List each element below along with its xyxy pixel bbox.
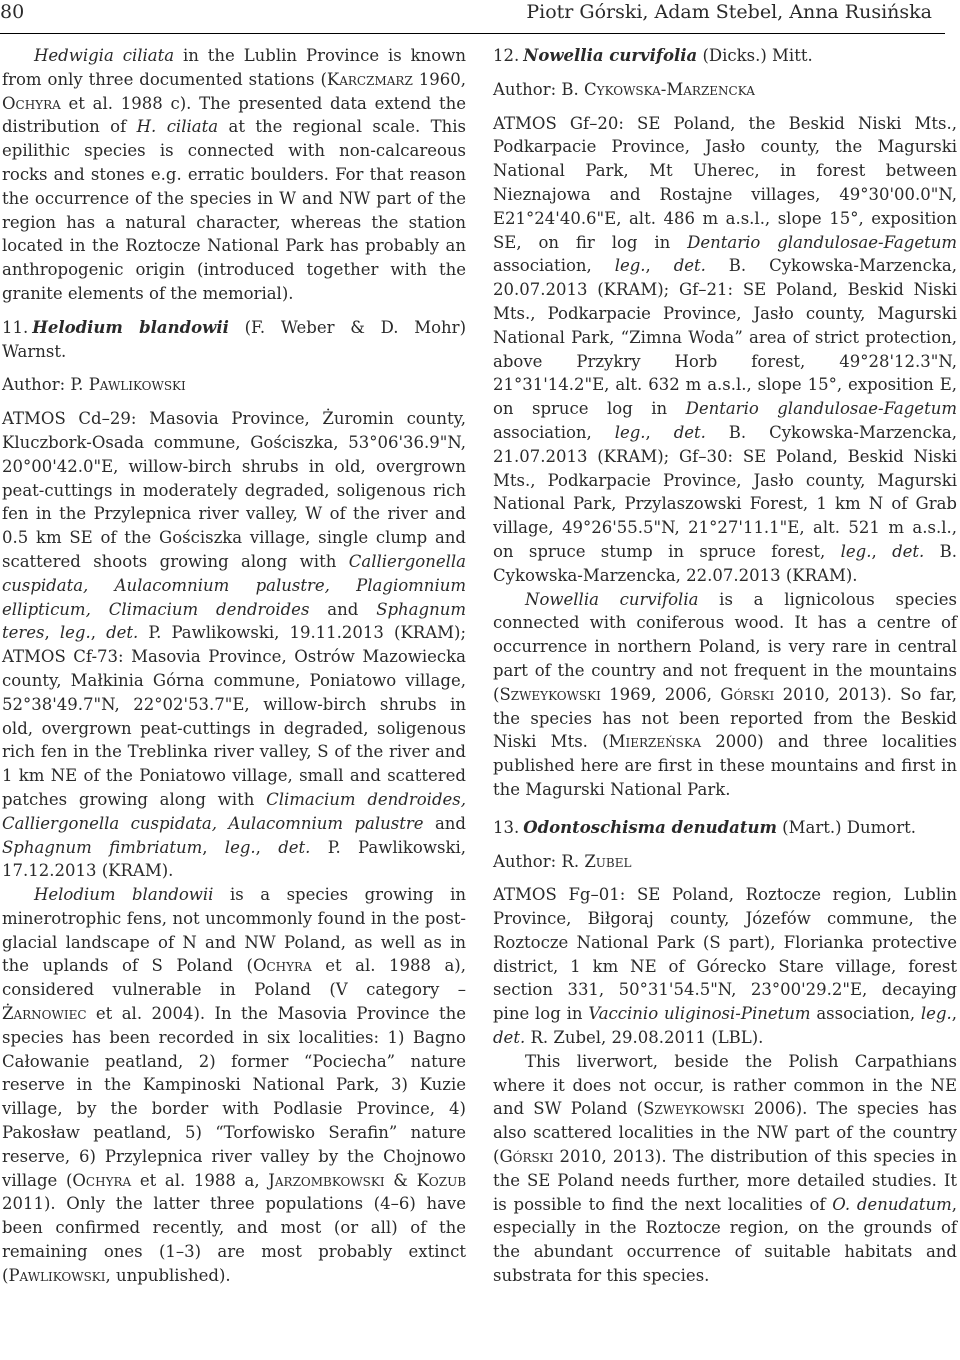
paragraph-hedwigia-discussion: Hedwigia ciliata in the Lublin Province is known from only three documented stations (Karczmarz 1960, Ochyra et al. 1988 c). The presented data extend the distribution of H. ciliata at the regional scale. This epilithic species is connected with non-calcareous rocks and stones e.g. erratic boulders. For that reason the occurrence of the species in W and NW part of the region has a natural character, whereas the station located in the Roztocze National Park has probably an anthropogenic origin (introduced together with the granite elements of the memorial). (2, 46, 467, 303)
species-heading-11: 11. Helodium blandowii (F. Weber & D. Mohr) Warnst. (2, 317, 467, 361)
running-head: Piotr Górski, Adam Stebel, Anna Rusińska (526, 1, 932, 23)
paragraph-odontoschisma-discussion: This liverwort, beside the Polish Carpathians where it does not occur, is rather common in the NE and SW Poland (Szweykowski 2006). The species has also scattered localities in the NW part of the country (Górski 2010, 2013). The distribution of this species in the SE Poland needs further, more detailed studies. It is possible to find the next localities of O. denudatum, especially in the Roztocze region, on the grounds of the abundant occurrence of suitable habitats and substrata for this species. (493, 1051, 957, 1286)
page-number: 80 (0, 1, 25, 23)
header-rule (0, 33, 945, 34)
author-line-12: Author: B. Cykowska-Marzencka (493, 79, 755, 99)
page-header (0, 0, 960, 34)
species-heading-12: 12. Nowellia curvifolia (Dicks.) Mitt. (493, 46, 813, 65)
paragraph-helodium-discussion: Helodium blandowii is a species growing in minerotrophic fens, not uncommonly found in the post-glacial landscape of N and NW Poland, as well as in the uplands of S Poland (Ochyra et al. 1988 a), considered vulnerable in Poland (V category – Żarnowiec et al. 2004). In the Masovia Province the species has been recorded in six localities: 1) Bagno Całowanie peatland, 2) former “Pociecha” nature reserve in the Kampinoski National Park, 3) Kuzie village, by the border with Podlasie Province, 4) Pakosław peatland, 5) “Torfowisko Serafin” nature reserve, 6) Przylepnica river valley by the Chojnowo village (Ochyra et al. 1988 a, Jarzombkowski & Kozub 2011). Only the latter three populations (4–6) have been confirmed recently, and most (or all) of the remaining ones (1–3) are most probably extinct (Pawlikowski, unpublished). (2, 885, 467, 1285)
author-line-11: Author: P. Pawlikowski (2, 375, 186, 395)
left-column (2, 44, 466, 1288)
paragraph-helodium-records: ATMOS Cd–29: Masovia Province, Żuromin county, Kluczbork-Osada commune, Gościszka, 53°06'36.9"N, 20°00'42.0"E, willow-birch shrubs in old, overgrown peat-cuttings in moderately degraded, soligenous rich fen in the Przylepnica river valley, W of the river and 0.5 km SE of the Gościszka village, single clump and scattered shoots growing along with Calliergonella cuspidata, Aulacomnium palustre, Plagiomnium ellipticum, Climacium dendroides and Sphagnum teres, leg., det. P. Pawlikowski, 19.11.2013 (KRAM); ATMOS Cf-73: Masovia Province, Ostrów Mazowiecka county, Małkinia Górna commune, Poniatowo village, 52°38'49.7"N, 22°02'53.7"E, willow-birch shrubs in old, overgrown peat-cuttings in degraded, soligenous rich fen in the Treblinka river valley, S of the river and 1 km NE of the Poniatowo village, small and scattered patches growing along with Climacium dendroides, Calliergonella cuspidata, Aulacomnium palustre and Sphagnum fimbriatum, leg., det. P. Pawlikowski, 17.12.2013 (KRAM). (2, 409, 466, 881)
paragraph-odontoschisma-records: ATMOS Fg–01: SE Poland, Roztocze region, Lublin Province, Biłgoraj county, Józefów commune, the Roztocze National Park (S part), Florianka protective district, 1 km NE of Górecko Stare village, forest section 331, 50°31'54.5"N, 23°00'29.2"E, decaying pine log in Vaccinio uliginosi-Pinetum association, leg., det. R. Zubel, 29.08.2011 (LBL). (493, 885, 958, 1048)
species-heading-13: 13. Odontoschisma denudatum (Mart.) Dumort. (493, 817, 916, 837)
author-line-13: Author: R. Zubel (493, 851, 632, 871)
paragraph-nowellia-discussion: Nowellia curvifolia is a lignicolous species connected with coniferous wood. It has a centre of occurrence in northern Poland, is very rare in central part of the country and not frequent in the mountains (Szweykowski 1969, 2006, Górski 2010, 2013). So far, the species has not been reported from the Beskid Niski Mts. (Mierzeńska 2000) and three localities published here are first in these mountains and first in the Magurski National Park. (493, 589, 958, 799)
paragraph-nowellia-records: ATMOS Gf–20: SE Poland, the Beskid Niski Mts., Podkarpacie Province, Jasło county, the Magurski National Park, Mt Uherec, in forest between Nieznajowa and Rostajne villages, 49°30'00.0"N, E21°24'40.6"E, alt. 486 m a.s.l., slope 15°, exposition SE, on fir log in Dentario glandulosae-Fagetum association, leg., det. B. Cykowska-Marzencka, 20.07.2013 (KRAM); Gf–21: SE Poland, Beskid Niski Mts., Podkarpacie Province, Jasło county, Magurski National Park, “Zimna Woda” area of strict protection, above Przykry Horb forest, 49°28'12.3"N, 21°31'14.2"E, alt. 632 m a.s.l., slope 15°, exposition E, on spruce log in Dentario glandulosae-Fagetum association, leg., det. B. Cykowska-Marzencka, 21.07.2013 (KRAM); Gf–30: SE Poland, Beskid Niski Mts., Podkarpacie Province, Jasło county, Magurski National Park, Przylaszowski Forest, 1 km N of Grab village, 49°26'55.5"N, 21°27'11.1"E, alt. 521 m a.s.l., on spruce stump in spruce forest, leg., det. B. Cykowska-Marzencka, 22.07.2013 (KRAM). (493, 113, 957, 585)
right-column (493, 44, 957, 1288)
